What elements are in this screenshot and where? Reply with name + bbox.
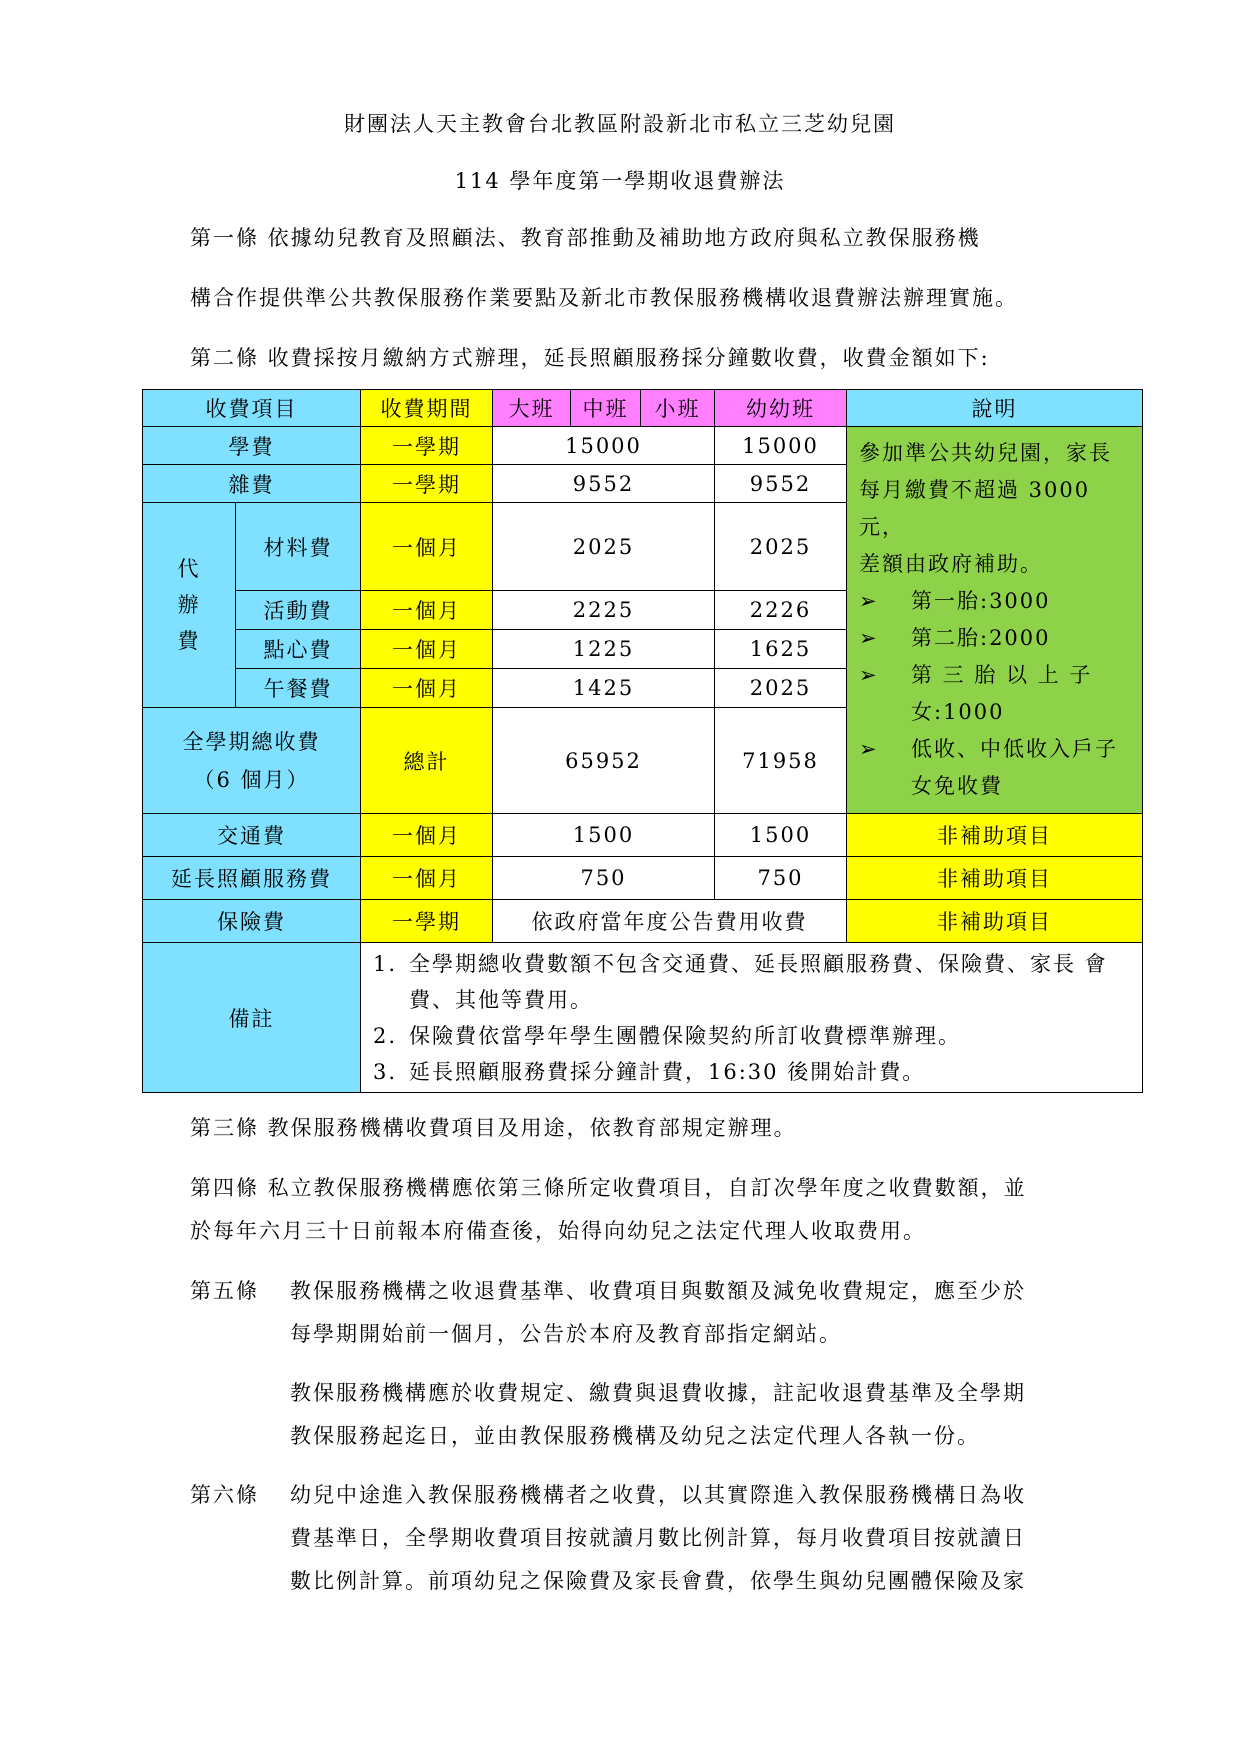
document-subtitle: 114 學年度第一學期收退費辦法 [454, 169, 786, 193]
article-1-line-1: 第一條 依據幼兒教育及照顧法、教育部推動及補助地方政府與私立教保服務機 [190, 226, 981, 250]
article-6-label: 第六條 [190, 1483, 259, 1507]
article-3-line-1: 第三條 教保服務機構收費項目及用途，依教育部規定辦理。 [190, 1116, 797, 1140]
article-5-label: 第五條 [190, 1279, 259, 1303]
row-tuition-item: 學費 [143, 427, 361, 465]
row-misc-toddler: 9552 [715, 465, 847, 503]
article-2-line-1: 第二條 收費採按月繳納方式辦理，延長照顧服務採分鐘數收費，收費金額如下: [190, 346, 990, 370]
row-insurance-value: 依政府當年度公告費用收費 [493, 900, 847, 943]
row-material-main: 2025 [493, 503, 715, 591]
row-snack-item: 點心費 [236, 630, 361, 669]
arrow-bullet-icon: ➢ [859, 663, 879, 687]
remark-item: 2. 保險費依當學年學生團體保險契約所訂收費標準辦理。 [373, 1023, 961, 1048]
row-lunch-item: 午餐費 [236, 669, 361, 708]
article-4-line-1: 第四條 私立教保服務機構應依第三條所定收費項目，自訂次學年度之收費數額，並 [190, 1176, 1027, 1200]
header-toddler-class: 幼幼班 [715, 390, 847, 427]
remark-item: 1. 全學期總收費數額不包含交通費、延長照顧服務費、保險費、家長 會費、其他等費用。 [373, 951, 1108, 1012]
row-lunch-period: 一個月 [361, 669, 493, 708]
article-4-line-2: 於每年六月三十日前報本府備查後，始得向幼兒之法定代理人收取费用。 [190, 1219, 926, 1243]
explanation-bullet: ➢ 第二胎:2000 [859, 620, 1130, 657]
row-lunch-main: 1425 [493, 669, 715, 708]
article-6-line-3: 數比例計算。前項幼兒之保險費及家長會費，依學生與幼兒團體保險及家 [290, 1569, 1026, 1593]
row-tuition-period: 一學期 [361, 427, 493, 465]
row-extended-care-toddler: 750 [715, 857, 847, 900]
article-5-line-3: 教保服務機構應於收費規定、繳費與退費收據，註記收退費基準及全學期 [290, 1381, 1026, 1405]
agency-fee-group-label: 代 辦 費 [143, 503, 236, 708]
header-item: 收費項目 [143, 390, 361, 427]
row-transport-toddler: 1500 [715, 814, 847, 857]
row-extended-care-item: 延長照顧服務費 [143, 857, 361, 900]
row-material-period: 一個月 [361, 503, 493, 591]
row-activity-period: 一個月 [361, 591, 493, 630]
article-5-line-1: 教保服務機構之收退費基準、收費項目與數額及減免收費規定，應至少於 [290, 1279, 1026, 1303]
remark-item: 3. 延長照顧服務費採分鐘計費，16:30 後開始計費。 [373, 1059, 926, 1084]
header-middle-class: 中班 [571, 390, 641, 427]
row-activity-item: 活動費 [236, 591, 361, 630]
row-extended-care-period: 一個月 [361, 857, 493, 900]
row-misc-item: 雜費 [143, 465, 361, 503]
arrow-bullet-icon: ➢ [859, 589, 879, 613]
row-insurance-item: 保險費 [143, 900, 361, 943]
row-material-toddler: 2025 [715, 503, 847, 591]
row-activity-toddler: 2226 [715, 591, 847, 630]
document-title: 財團法人天主教會台北教區附設新北市私立三芝幼兒園 [344, 112, 896, 136]
row-extended-care-note: 非補助項目 [847, 857, 1143, 900]
arrow-bullet-icon: ➢ [859, 737, 879, 761]
explanation-bullet: ➢ 低收、中低收入戶子 女免收費 [859, 731, 1130, 805]
header-note: 說明 [847, 390, 1143, 427]
row-misc-period: 一學期 [361, 465, 493, 503]
article-6-line-1: 幼兒中途進入教保服務機構者之收費，以其實際進入教保服務機構日為收 [290, 1483, 1026, 1507]
explanation-bullet: ➢ 第 三 胎 以 上 子 女:1000 [859, 657, 1130, 731]
row-snack-period: 一個月 [361, 630, 493, 669]
row-tuition-main: 15000 [493, 427, 715, 465]
explanation-line-2: 每月繳費不超過 3000 元， [859, 478, 1091, 539]
row-total-item: 全學期總收費 （6 個月） [143, 708, 361, 814]
explanation-cell [847, 427, 1143, 814]
row-transport-item: 交通費 [143, 814, 361, 857]
header-large-class: 大班 [493, 390, 571, 427]
row-extended-care-main: 750 [493, 857, 715, 900]
article-6-line-2: 費基準日，全學期收費項目按就讀月數比例計算，每月收費項目按就讀日 [290, 1526, 1026, 1550]
row-material-item: 材料費 [236, 503, 361, 591]
row-insurance-note: 非補助項目 [847, 900, 1143, 943]
article-5-line-4: 教保服務起迄日，並由教保服務機構及幼兒之法定代理人各執一份。 [290, 1424, 980, 1448]
arrow-bullet-icon: ➢ [859, 626, 879, 650]
article-1-line-2: 構合作提供準公共教保服務作業要點及新北市教保服務機構收退費辦法辦理實施。 [190, 286, 1018, 310]
row-total-period: 總計 [361, 708, 493, 814]
explanation-line-3: 差額由政府補助。 [859, 552, 1043, 576]
row-transport-period: 一個月 [361, 814, 493, 857]
header-period: 收費期間 [361, 390, 493, 427]
row-total-main: 65952 [493, 708, 715, 814]
row-misc-main: 9552 [493, 465, 715, 503]
article-5-line-2: 每學期開始前一個月，公告於本府及教育部指定網站。 [290, 1322, 842, 1346]
header-small-class: 小班 [641, 390, 715, 427]
remarks-cell [361, 943, 1143, 1093]
row-snack-main: 1225 [493, 630, 715, 669]
row-transport-main: 1500 [493, 814, 715, 857]
explanation-bullet: ➢ 第一胎:3000 [859, 583, 1130, 620]
row-lunch-toddler: 2025 [715, 669, 847, 708]
row-transport-note: 非補助項目 [847, 814, 1143, 857]
row-snack-toddler: 1625 [715, 630, 847, 669]
row-total-toddler: 71958 [715, 708, 847, 814]
explanation-line-1: 參加準公共幼兒園，家長 [859, 441, 1112, 465]
row-tuition-toddler: 15000 [715, 427, 847, 465]
remarks-label: 備註 [143, 943, 361, 1093]
row-insurance-period: 一學期 [361, 900, 493, 943]
fee-table [142, 389, 1143, 1093]
row-activity-main: 2225 [493, 591, 715, 630]
